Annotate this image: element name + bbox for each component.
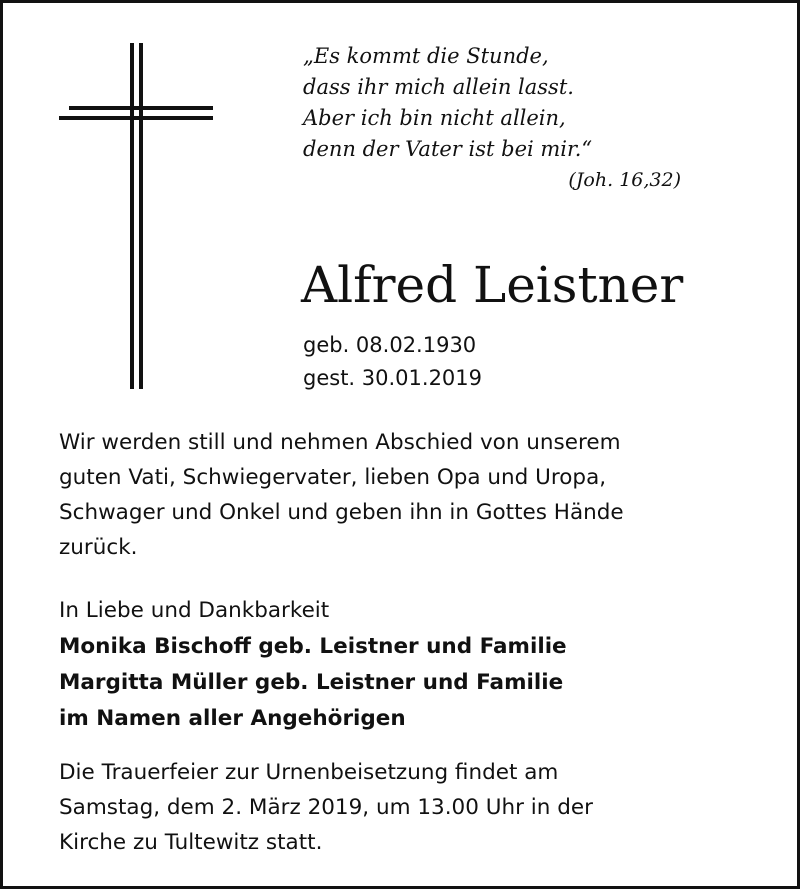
signoff-intro: In Liebe und Dankbarkeit — [59, 598, 330, 623]
mourner-name: Monika Bischoff geb. Leistner und Familie — [59, 634, 567, 659]
quote-line: dass ihr mich allein lasst. — [303, 75, 574, 99]
message-line: Schwager und Onkel und geben ihn in Gottes Hände — [59, 500, 624, 525]
deceased-name: Alfred Leistner — [301, 256, 684, 314]
bible-quote — [303, 41, 703, 196]
birth-date: geb. 08.02.1930 — [303, 333, 477, 357]
message-line: zurück. — [59, 535, 138, 560]
quote-line: „Es kommt die Stunde, — [303, 44, 549, 68]
death-date: gest. 30.01.2019 — [303, 366, 483, 390]
quote-line: denn der Vater ist bei mir.“ — [303, 137, 593, 161]
funeral-info — [59, 755, 779, 860]
cross-icon — [59, 43, 215, 393]
funeral-line: Die Trauerfeier zur Urnenbeisetzung findet am — [59, 760, 559, 785]
mourner-name: Margitta Müller geb. Leistner und Familie — [59, 670, 564, 695]
signoff — [59, 593, 779, 737]
message-line: guten Vati, Schwiegervater, lieben Opa und Uropa, — [59, 465, 607, 490]
funeral-line: Kirche zu Tultewitz statt. — [59, 830, 323, 855]
quote-line: Aber ich bin nicht allein, — [303, 106, 566, 130]
quote-reference: (Joh. 16,32) — [568, 169, 681, 191]
mourner-name: im Namen aller Angehörigen — [59, 706, 406, 731]
farewell-message — [59, 425, 779, 565]
funeral-line: Samstag, dem 2. März 2019, um 13.00 Uhr in der — [59, 795, 593, 820]
message-line: Wir werden still und nehmen Abschied von unserem — [59, 430, 621, 455]
life-dates — [303, 329, 482, 395]
